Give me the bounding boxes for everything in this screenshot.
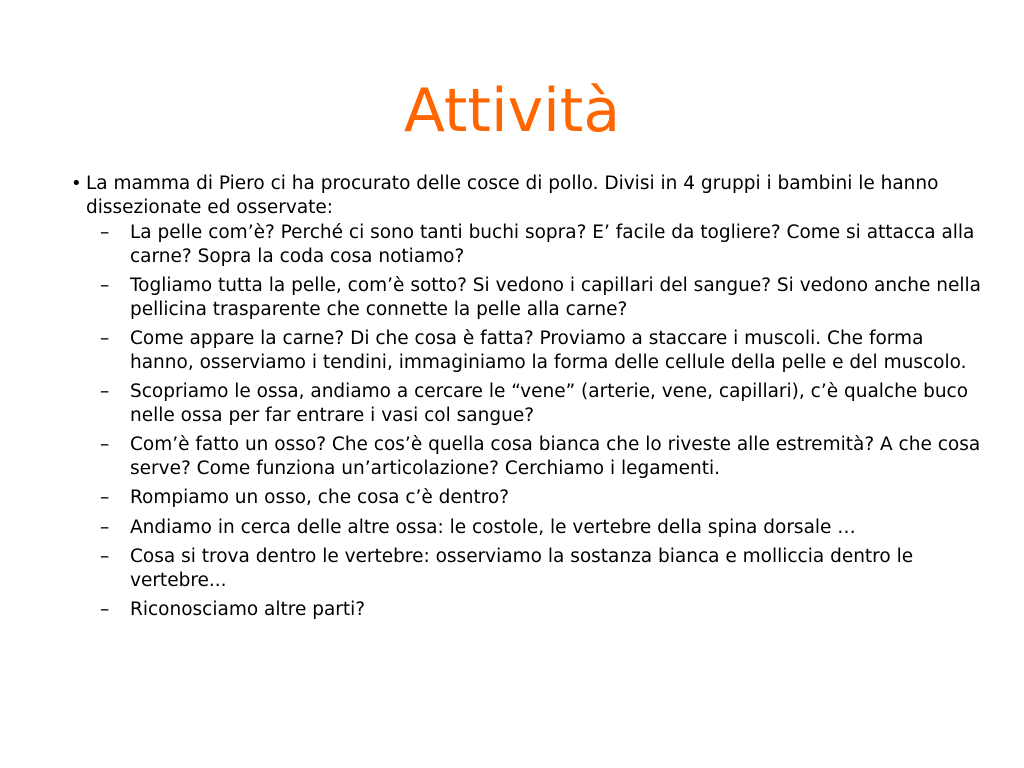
sub-item: [66, 274, 1006, 321]
sub-item: [66, 327, 1006, 374]
bullet-marker: •: [71, 173, 82, 194]
dash-marker: –: [100, 516, 110, 538]
sub-item: [66, 486, 1006, 510]
sub-item-text: Rompiamo un osso, che cosa c’è dentro?: [130, 487, 510, 508]
sub-item: [66, 545, 1006, 592]
sub-item-text: Cosa si trova dentro le vertebre: osserviamo la sostanza bianca e molliccia dentro le vertebre...: [130, 546, 914, 591]
dash-marker: –: [100, 599, 110, 620]
dash-marker: –: [100, 487, 110, 508]
sub-item-text: La pelle com’è? Perché ci sono tanti buchi sopra? E’ facile da togliere? Come si attacca alla carne? Sopra la coda cosa notiamo?: [130, 222, 975, 267]
sub-list: [66, 221, 1006, 622]
sub-item-text: Togliamo tutta la pelle, com’è sotto? Si vedono i capillari del sangue? Si vedono anche nella pellicina trasparente che connette la pelle alla carne?: [130, 275, 981, 320]
sub-item-text: Com’è fatto un osso? Che cos’è quella cosa bianca che lo riveste alle estremità? A che cosa serve? Come funziona un’articolazione? Cerchiamo i legamenti.: [130, 434, 981, 479]
sub-item: [66, 598, 1006, 622]
sub-item-text: Come appare la carne? Di che cosa è fatta? Proviamo a staccare i muscoli. Che forma hanno, osserviamo i tendini, immaginiamo la forma delle cellule della pelle e del muscolo.: [130, 328, 967, 373]
dash-marker: –: [100, 275, 110, 296]
sub-item: [66, 380, 1006, 427]
sub-item: [66, 433, 1006, 480]
slide-title: Attività: [403, 76, 621, 146]
sub-item: [66, 221, 1006, 268]
dash-marker: –: [100, 434, 110, 455]
bullet-text: La mamma di Piero ci ha procurato delle cosce di pollo. Divisi in 4 gruppi i bambini le hanno dissezionate ed osservate:: [86, 173, 939, 218]
slide-body: [66, 172, 1006, 628]
dash-marker: –: [100, 328, 110, 349]
sub-item-text: Scopriamo le ossa, andiamo a cercare le “vene” (arterie, vene, capillari), c’è qualche buco nelle ossa per far entrare i vasi col sangue?: [130, 381, 969, 426]
dash-marker: –: [100, 381, 110, 402]
dash-marker: –: [100, 222, 110, 243]
bullet-item: [66, 172, 1006, 219]
sub-item-text: Andiamo in cerca delle altre ossa: le costole, le vertebre della spina dorsale …: [130, 516, 856, 538]
dash-marker: –: [100, 546, 110, 567]
sub-item: [66, 516, 1006, 540]
sub-item-text: Riconosciamo altre parti?: [130, 599, 366, 620]
